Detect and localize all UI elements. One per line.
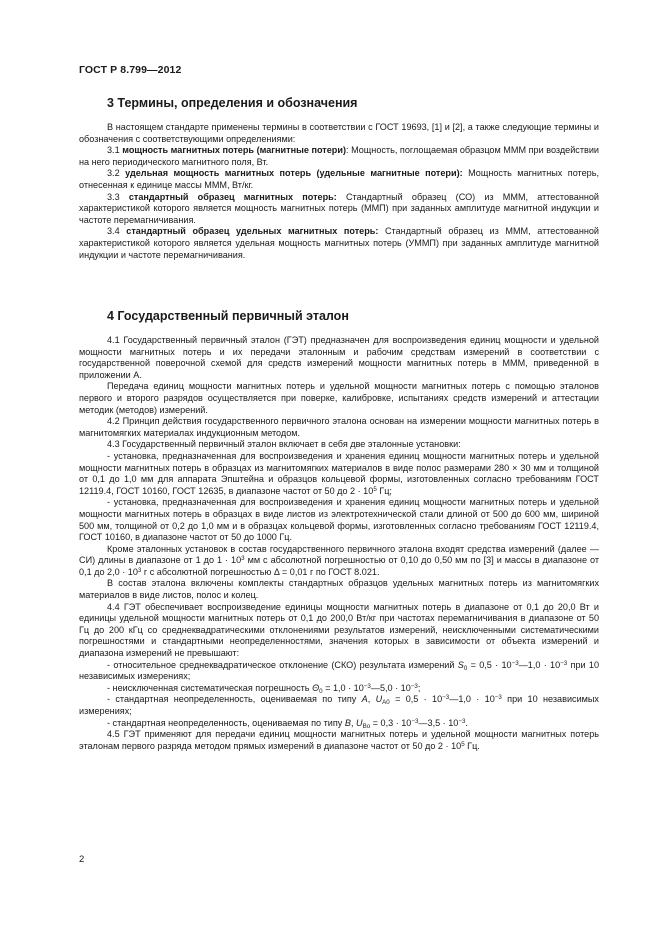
term-3-1: 3.1 мощность магнитных потерь (магнитные потери): Мощность, поглощаемая образцом МММ при воздействии на него периодического магнитного поля, Вт. [79, 145, 600, 167]
page-number: 2 [79, 854, 85, 865]
item-sko: - относительное среднеквадратическое отклонение (СКО) результата измерений $S_0 = 0,5$ · $10^{-3}—1,0 \cdot 10^{-3}$ при 10 независимых измерениях; [79, 659, 600, 682]
term-3-4: 3.4 стандартный образец удельных магнитных потерь: Стандартный образец из МММ, аттестованной характеристикой которого является удельная мощность магнитных потерь (УММП) при заданных амплитуде магнитной индукции и частоте перемагничивания. [79, 226, 599, 260]
section-3-title: 3 Термины, определения и обозначения [107, 96, 358, 110]
para-4-3: 4.3 Государственный первичный эталон включает в себя две эталонные установки: [107, 439, 461, 450]
term-3-2: 3.2 удельная мощность магнитных потерь (удельные магнитные потери): Мощность магнитных потерь, отнесенная к единице массы МММ, Вт/кг. [79, 168, 599, 190]
installation-2: - установка, предназначенная для воспроизведения и хранения единиц мощности магнитных потерь и удельной мощности магнитных потерь в образцах в виде листов из электротехнической стали длиной от 500 до 600 мм, шириной 500 мм, толщиной от 0,2 до 1,0 мм и в образцах кольцевой формы, изготовленных согласно требованиям ГОСТ 12119.4, ГОСТ 10160, в диапазоне частот от 50 до 1000 Гц. [79, 497, 599, 543]
document-header: ГОСТ Р 8.799—2012 [79, 64, 182, 76]
item-uncertainty-b: - стандартная неопределенность, оцениваемая по типу B, $U_{Bo} = 0,3$ · $10^{-3}—3,5 \cdot 10^{-3}$. [107, 717, 468, 730]
item-nsp: - неисключенная систематическая погрешность $\Theta_0 = 1,0$ · $10^{-3}—5,0 \cdot 10^{-3}$; [107, 682, 421, 695]
para-4-2: 4.2 Принцип действия государственного первичного эталона основан на измерении мощности магнитных потерь в магнитомягких материалах индукционным методом. [79, 416, 599, 438]
section-3-intro: В настоящем стандарте применены термины в соответствии с ГОСТ 19693, [1] и [2], а также следующие термины и обозначения с соответствующими определениями: [79, 122, 599, 144]
section-4-title: 4 Государственный первичный эталон [107, 309, 349, 323]
para-4-5: 4.5 ГЭТ применяют для передачи единиц мощности магнитных потерь и удельной мощности магнитных потерь эталонам первого разряда методом прямых измерений в диапазоне частот от 50 до $2 \cdot 10^5$ Гц. [79, 729, 599, 751]
para-4-4: 4.4 ГЭТ обеспечивает воспроизведение единицы мощности магнитных потерь в диапазоне от 0,1 до 20,0 Вт и единицы удельной мощности магнитных потерь от 0,1 до 200,0 Вт/кг при частотах перемагничивания в диапазоне от 50 Гц до 200 кГц со среднеквадратическими отклонениями результатов измерений, неисключенными систематическими погрешностями и стандартными неопределенностями, значения которых в зависимости от объекта измерений и диапазона измерений не превышают: [79, 601, 599, 659]
section-4 [79, 309, 599, 752]
para-aux-instruments: Кроме эталонных установок в состав государственного первичного эталона входят средства измерений (далее — СИ) длины в диапазоне от 1 до $1 \cdot 10^3$ мм с абсолютной погрешностью от 0,10 до 0,50 мм по [3] и массы в диапазоне от 0,1 до $2,0 \cdot 10^3$ г с абсолютной погрешностью Δ = 0,01 г по ГОСТ 8.021. [79, 543, 599, 577]
item-uncertainty-a: - стандартная неопределенность, оцениваемая по типу A, $U_{A0} = 0,5$ · $10^{-3}—1,0 \cdot 10^{-3}$ при 10 независимых измерениях; [79, 694, 599, 716]
para-transfer: Передача единиц мощности магнитных потерь и удельной мощности магнитных потерь с помощью эталонов первого и второго разрядов осуществляется при поверке, калибровке, испытаниях средств измерений и аттестации методик (методов) измерений. [79, 381, 599, 415]
installation-1: - установка, предназначенная для воспроизведения и хранения единиц мощности магнитных потерь и удельной мощности магнитных потерь в образцах из магнитомягких материалов в виде полос размерами 280 × 30 мм и толщиной от 0,1 до 1,0 мм для аппарата Эпштейна и образцов кольцевой формы, изготовленных согласно требованиям ГОСТ 12119.4, ГОСТ 10160, ГОСТ 12635, в диапазоне частот от 50 до $2 \cdot 10^5$ Гц; [79, 450, 599, 496]
section-3 [79, 96, 599, 261]
para-kits: В состав эталона включены комплекты стандартных образцов удельных магнитных потерь из магнитомягких материалов в виде листов, полос и колец. [79, 578, 599, 601]
term-3-3: 3.3 стандартный образец магнитных потерь: Стандартный образец (СО) из МММ, аттестованной характеристикой которого является мощность магнитных потерь (ММП) при заданных амплитуде магнитной индукции и частоте перемагничивания. [79, 191, 599, 225]
para-4-1: 4.1 Государственный первичный эталон (ГЭТ) предназначен для воспроизведения единиц мощности и удельной мощности магнитных потерь и их передачи эталонным и рабочим средствам измерений в соответствии с государственной поверочной схемой для средств измерений мощности магнитных потерь в МММ, приведенной в приложении А. [79, 335, 599, 380]
